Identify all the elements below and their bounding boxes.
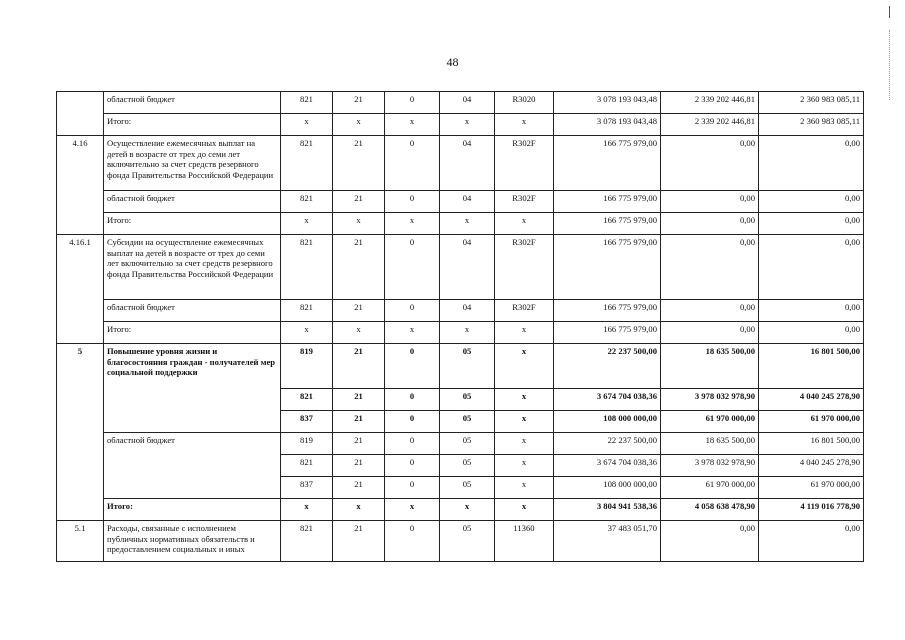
code-cell: х [495, 322, 554, 344]
code-cell: 21 [333, 344, 385, 389]
code-cell: 0 [385, 191, 440, 213]
code-cell: х [495, 213, 554, 235]
value-cell: 3 078 193 043,48 [554, 114, 661, 136]
value-cell: 0,00 [661, 213, 759, 235]
code-cell: 21 [333, 411, 385, 433]
value-cell: 3 978 032 978,90 [661, 389, 759, 411]
code-cell: х [495, 344, 554, 389]
value-cell: 3 978 032 978,90 [661, 455, 759, 477]
code-cell: R3020 [495, 92, 554, 114]
value-cell: 3 674 704 038,36 [554, 455, 661, 477]
value-cell: 0,00 [661, 300, 759, 322]
code-cell: х [333, 322, 385, 344]
row-name: Итого: [104, 322, 281, 344]
row-name: областной бюджет [104, 433, 281, 499]
code-cell: 0 [385, 433, 440, 455]
code-cell: х [385, 213, 440, 235]
code-cell: 0 [385, 92, 440, 114]
code-cell: 21 [333, 191, 385, 213]
value-cell: 37 483 051,70 [554, 521, 661, 562]
value-cell: 2 360 983 085,11 [759, 92, 864, 114]
value-cell: 16 801 500,00 [759, 433, 864, 455]
row-number [57, 92, 104, 136]
table-row [57, 213, 864, 235]
value-cell: 3 078 193 043,48 [554, 92, 661, 114]
code-cell: х [440, 213, 495, 235]
code-cell: х [440, 322, 495, 344]
code-cell: 04 [440, 191, 495, 213]
value-cell: 61 970 000,00 [661, 411, 759, 433]
code-cell: х [385, 499, 440, 521]
row-name: областной бюджет [104, 191, 281, 213]
value-cell: 0,00 [759, 213, 864, 235]
code-cell: 821 [281, 455, 333, 477]
table-row [57, 300, 864, 322]
code-cell: х [281, 213, 333, 235]
budget-table [56, 91, 864, 562]
value-cell: 0,00 [759, 322, 864, 344]
value-cell: 166 775 979,00 [554, 235, 661, 300]
code-cell: 04 [440, 235, 495, 300]
value-cell: 0,00 [759, 235, 864, 300]
code-cell: 04 [440, 300, 495, 322]
value-cell: 166 775 979,00 [554, 136, 661, 191]
edge-mark [889, 6, 890, 18]
code-cell: х [495, 499, 554, 521]
value-cell: 3 804 941 538,36 [554, 499, 661, 521]
table-row [57, 344, 864, 389]
value-cell: 166 775 979,00 [554, 322, 661, 344]
code-cell: х [495, 411, 554, 433]
table-row [57, 191, 864, 213]
code-cell: х [440, 499, 495, 521]
row-number: 5.1 [57, 521, 104, 562]
code-cell: 821 [281, 389, 333, 411]
code-cell: х [281, 322, 333, 344]
row-name: областной бюджет [104, 92, 281, 114]
value-cell: 2 360 983 085,11 [759, 114, 864, 136]
code-cell: 04 [440, 92, 495, 114]
row-name: Повышение уровня жизни и благосостояния граждан - получателей мер социальной поддержки [104, 344, 281, 433]
value-cell: 4 040 245 278,90 [759, 455, 864, 477]
row-name: Расходы, связанные с исполнением публичных нормативных обязательств и предоставлением социальных и иных [104, 521, 281, 562]
value-cell: 16 801 500,00 [759, 344, 864, 389]
code-cell: R302F [495, 136, 554, 191]
value-cell: 3 674 704 038,36 [554, 389, 661, 411]
row-name: областной бюджет [104, 300, 281, 322]
code-cell: 21 [333, 477, 385, 499]
code-cell: 04 [440, 136, 495, 191]
value-cell: 0,00 [759, 191, 864, 213]
code-cell: х [495, 433, 554, 455]
code-cell: х [281, 114, 333, 136]
code-cell: х [495, 114, 554, 136]
value-cell: 4 058 638 478,90 [661, 499, 759, 521]
row-name: Осуществление ежемесячных выплат на детей в возрасте от трех до семи лет включительно за счет средств резервного фонда Правительства Российской Федерации [104, 136, 281, 191]
row-name: Итого: [104, 114, 281, 136]
code-cell: 819 [281, 433, 333, 455]
code-cell: R302F [495, 300, 554, 322]
code-cell: 11360 [495, 521, 554, 562]
code-cell: R302F [495, 235, 554, 300]
table-row [57, 92, 864, 114]
page-number: 48 [446, 55, 459, 69]
code-cell: 821 [281, 235, 333, 300]
value-cell: 0,00 [759, 521, 864, 562]
code-cell: 0 [385, 136, 440, 191]
code-cell: 05 [440, 455, 495, 477]
code-cell: 21 [333, 389, 385, 411]
row-name: Итого: [104, 499, 281, 521]
table-row [57, 499, 864, 521]
code-cell: 21 [333, 92, 385, 114]
edge-dots [889, 30, 891, 100]
code-cell: 05 [440, 477, 495, 499]
code-cell: 0 [385, 411, 440, 433]
table-row [57, 433, 864, 455]
code-cell: R302F [495, 191, 554, 213]
code-cell: 821 [281, 191, 333, 213]
code-cell: 821 [281, 92, 333, 114]
code-cell: х [440, 114, 495, 136]
code-cell: 05 [440, 521, 495, 562]
value-cell: 4 119 016 778,90 [759, 499, 864, 521]
code-cell: 0 [385, 521, 440, 562]
value-cell: 22 237 500,00 [554, 433, 661, 455]
value-cell: 22 237 500,00 [554, 344, 661, 389]
code-cell: 821 [281, 300, 333, 322]
value-cell: 0,00 [661, 521, 759, 562]
code-cell: 21 [333, 433, 385, 455]
value-cell: 108 000 000,00 [554, 477, 661, 499]
code-cell: х [333, 114, 385, 136]
code-cell: х [385, 322, 440, 344]
code-cell: 821 [281, 521, 333, 562]
table-row [57, 322, 864, 344]
code-cell: х [495, 389, 554, 411]
code-cell: 0 [385, 235, 440, 300]
value-cell: 108 000 000,00 [554, 411, 661, 433]
code-cell: 0 [385, 389, 440, 411]
value-cell: 166 775 979,00 [554, 300, 661, 322]
row-number: 5 [57, 344, 104, 521]
code-cell: 819 [281, 344, 333, 389]
code-cell: х [495, 455, 554, 477]
code-cell: 05 [440, 344, 495, 389]
value-cell: 61 970 000,00 [759, 477, 864, 499]
code-cell: 21 [333, 300, 385, 322]
code-cell: 837 [281, 411, 333, 433]
table-row [57, 521, 864, 562]
code-cell: 0 [385, 455, 440, 477]
code-cell: х [281, 499, 333, 521]
value-cell: 2 339 202 446,81 [661, 114, 759, 136]
value-cell: 4 040 245 278,90 [759, 389, 864, 411]
table-row [57, 136, 864, 191]
value-cell: 18 635 500,00 [661, 344, 759, 389]
value-cell: 0,00 [661, 235, 759, 300]
value-cell: 0,00 [759, 300, 864, 322]
value-cell: 61 970 000,00 [661, 477, 759, 499]
code-cell: 21 [333, 521, 385, 562]
code-cell: 0 [385, 300, 440, 322]
value-cell: 61 970 000,00 [759, 411, 864, 433]
code-cell: 837 [281, 477, 333, 499]
row-name: Итого: [104, 213, 281, 235]
code-cell: х [333, 499, 385, 521]
value-cell: 166 775 979,00 [554, 213, 661, 235]
code-cell: х [385, 114, 440, 136]
code-cell: 05 [440, 433, 495, 455]
code-cell: 21 [333, 235, 385, 300]
table-row [57, 235, 864, 300]
value-cell: 18 635 500,00 [661, 433, 759, 455]
value-cell: 2 339 202 446,81 [661, 92, 759, 114]
row-name: Субсидии на осуществление ежемесячных выплат на детей в возрасте от трех до семи лет включительно за счет средств резервного фонда Правительства Российской Федерации [104, 235, 281, 300]
value-cell: 0,00 [759, 136, 864, 191]
code-cell: 821 [281, 136, 333, 191]
value-cell: 0,00 [661, 322, 759, 344]
code-cell: 0 [385, 477, 440, 499]
code-cell: 21 [333, 136, 385, 191]
row-number: 4.16.1 [57, 235, 104, 344]
code-cell: 0 [385, 344, 440, 389]
value-cell: 166 775 979,00 [554, 191, 661, 213]
code-cell: х [495, 477, 554, 499]
table-row [57, 114, 864, 136]
value-cell: 0,00 [661, 136, 759, 191]
row-number: 4.16 [57, 136, 104, 235]
code-cell: 05 [440, 389, 495, 411]
code-cell: 21 [333, 455, 385, 477]
value-cell: 0,00 [661, 191, 759, 213]
code-cell: х [333, 213, 385, 235]
code-cell: 05 [440, 411, 495, 433]
